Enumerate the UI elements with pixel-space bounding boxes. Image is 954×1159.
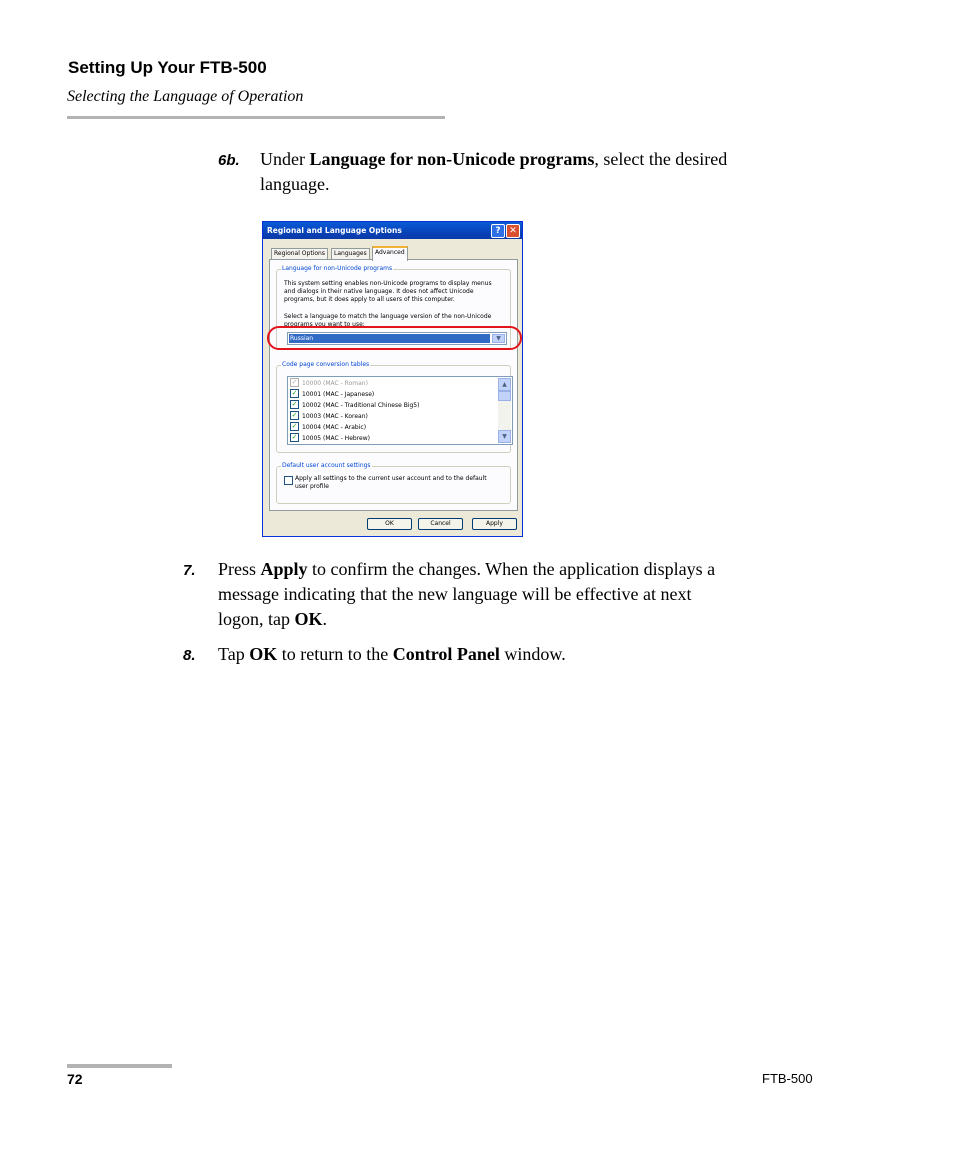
page-number: 72	[67, 1071, 83, 1087]
footer-product: FTB-500	[762, 1071, 813, 1086]
regional-language-dialog	[262, 221, 523, 537]
checkbox-checked-icon[interactable]: ✓	[291, 400, 298, 408]
tab-advanced[interactable]: Advanced	[372, 246, 408, 261]
step-number: 8.	[183, 647, 196, 664]
text-line: and dialogs in their native language. It does not affect Unicode	[284, 288, 474, 295]
tab-panel	[269, 259, 518, 511]
tab-regional-options[interactable]: Regional Options	[271, 248, 328, 259]
language-select-value: Russian	[289, 334, 490, 343]
text-run: window.	[499, 644, 566, 664]
text-line: programs, but it does apply to all users of this computer.	[284, 296, 455, 303]
apply-button[interactable]: Apply	[472, 518, 517, 530]
default-apply-option[interactable]	[284, 475, 487, 491]
text-run: to confirm the changes. When the application displays a	[307, 559, 716, 579]
step-number: 6b.	[218, 152, 240, 169]
step-8	[183, 642, 838, 667]
text-line: programs you want to use:	[284, 321, 365, 328]
text-run: , select the desired	[594, 149, 728, 169]
list-item[interactable]	[290, 433, 370, 444]
group-label: Default user account settings	[282, 462, 371, 469]
checkbox-checked-icon[interactable]: ✓	[291, 422, 298, 430]
help-icon[interactable]: ?	[491, 224, 505, 238]
code-page-list[interactable]	[287, 376, 513, 445]
header-rule	[67, 116, 445, 119]
checkbox-checked-icon[interactable]: ✓	[291, 411, 298, 419]
step-6b	[218, 147, 840, 197]
running-header-subtitle: Selecting the Language of Operation	[67, 88, 304, 105]
list-item[interactable]	[290, 400, 419, 411]
text-run: Tap	[218, 644, 250, 664]
list-item-label: 10004 (MAC - Arabic)	[302, 424, 367, 431]
text-line: user profile	[295, 483, 329, 490]
list-item-label: 10002 (MAC - Traditional Chinese Big5)	[302, 402, 420, 409]
checkbox-checked-icon[interactable]: ✓	[291, 378, 298, 386]
step-text-line1	[218, 642, 838, 667]
step-text-line1	[218, 557, 838, 582]
list-item[interactable]	[290, 411, 368, 422]
step-7	[183, 557, 838, 632]
vertical-scrollbar[interactable]	[498, 378, 511, 443]
text-run: to return to the	[277, 644, 393, 664]
scroll-up-icon[interactable]: ▲	[498, 378, 511, 391]
footer-rule	[67, 1064, 172, 1068]
step-text-line2: message indicating that the new language will be effective at next	[218, 584, 692, 604]
step-text-line1	[260, 147, 840, 172]
chevron-down-icon[interactable]: ▼	[492, 334, 505, 343]
dialog-title-bar	[263, 222, 522, 239]
text-run: Press	[218, 559, 261, 579]
checkbox-unchecked-icon[interactable]	[284, 476, 293, 485]
step-text-line2: language.	[260, 174, 330, 194]
tab-languages[interactable]: Languages	[331, 248, 370, 259]
list-item[interactable]	[290, 389, 374, 400]
step-text-line3	[218, 607, 838, 632]
list-item-label: 10001 (MAC - Japanese)	[302, 391, 375, 398]
bold-term: OK	[294, 609, 323, 629]
text-line: This system setting enables non-Unicode programs to display menus	[284, 280, 492, 287]
list-item[interactable]	[290, 378, 368, 389]
text-run: Under	[260, 149, 310, 169]
description-text	[284, 280, 492, 304]
checkbox-checked-icon[interactable]: ✓	[291, 433, 298, 441]
group-label: Code page conversion tables	[282, 361, 370, 368]
text-line: Select a language to match the language version of the non-Unicode	[284, 313, 492, 320]
cancel-button[interactable]: Cancel	[418, 518, 463, 530]
list-item-label: 10005 (MAC - Hebrew)	[302, 435, 370, 442]
list-item-label: 10000 (MAC - Roman)	[302, 380, 368, 387]
bold-term: Control Panel	[392, 644, 500, 664]
bold-term: OK	[249, 644, 278, 664]
ok-button[interactable]: OK	[367, 518, 412, 530]
scroll-down-icon[interactable]: ▼	[498, 430, 511, 443]
highlight-circle	[267, 326, 522, 350]
scroll-thumb[interactable]	[498, 391, 511, 401]
dialog-title: Regional and Language Options	[267, 226, 402, 235]
text-run: logon, tap	[218, 609, 295, 629]
bold-term: Language for non-Unicode programs	[309, 149, 595, 169]
step-number: 7.	[183, 562, 196, 579]
text-run: .	[322, 609, 328, 629]
group-label: Language for non-Unicode programs	[282, 265, 393, 272]
running-header-title: Setting Up Your FTB-500	[68, 58, 267, 77]
bold-term: Apply	[260, 559, 308, 579]
checkbox-checked-icon[interactable]: ✓	[291, 389, 298, 397]
text-line: Apply all settings to the current user account and to the default	[295, 475, 487, 482]
list-item-label: 10003 (MAC - Korean)	[302, 413, 368, 420]
group-default-account	[276, 462, 511, 504]
list-item[interactable]	[290, 422, 366, 433]
close-icon[interactable]: ✕	[506, 224, 520, 238]
